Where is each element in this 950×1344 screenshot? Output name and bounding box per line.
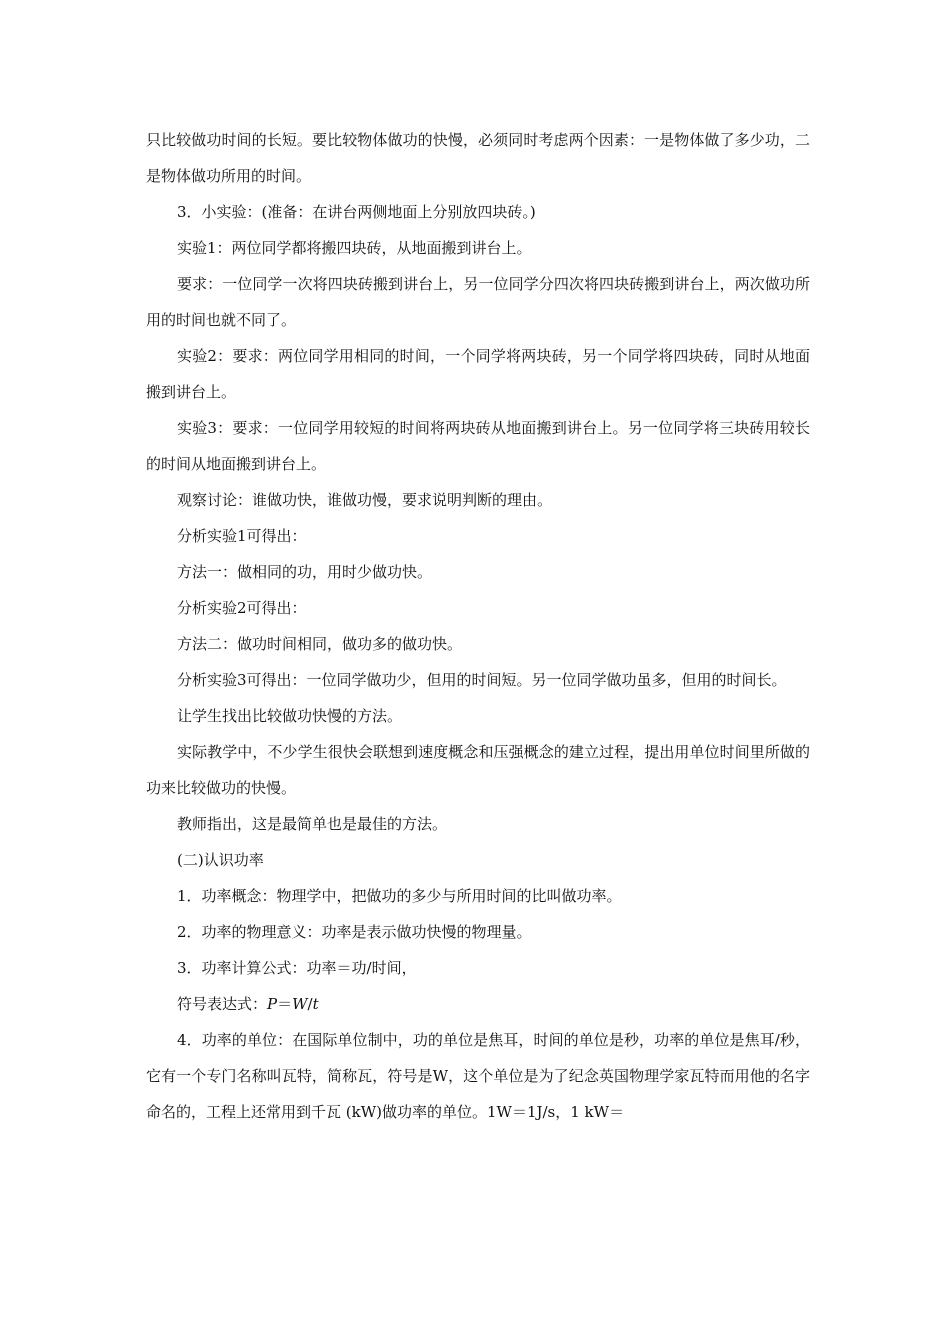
formula-slash: / — [307, 995, 313, 1013]
paragraph: 教师指出，这是最简单也是最佳的方法。 — [177, 815, 448, 833]
paragraph: 分析实验1可得出： — [177, 527, 307, 545]
paragraph: 方法一：做相同的功，用时少做功快。 — [177, 563, 433, 581]
paragraph: 只比较做功时间的长短。要比较物体做功的快慢，必须同时考虑两个因素：一是物体做了多少功，二是物体做功所用的时间。 — [146, 131, 810, 185]
paragraph: 分析实验3可得出：一位同学做功少，但用的时间短。另一位同学做功虽多，但用的时间长。 — [177, 671, 787, 689]
paragraph: 实验2：要求：两位同学用相同的时间，一个同学将两块砖，另一个同学将四块砖，同时从地面搬到讲台上。 — [146, 347, 810, 401]
formula-time-symbol: t — [312, 995, 319, 1013]
paragraph: 3．功率计算公式：功率＝功/时间， — [177, 959, 417, 977]
paragraph: 实验3：要求：一位同学用较短的时间将两块砖从地面搬到讲台上。另一位同学将三块砖用较长的时间从地面搬到讲台上。 — [146, 419, 810, 473]
document-body — [146, 122, 810, 1130]
paragraph: 观察讨论：谁做功快，谁做功慢，要求说明判断的理由。 — [177, 491, 553, 509]
section-heading: (二)认识功率 — [177, 851, 264, 869]
paragraph: 2．功率的物理意义：功率是表示做功快慢的物理量。 — [177, 923, 532, 941]
paragraph: 让学生找出比较做功快慢的方法。 — [177, 707, 403, 725]
paragraph: 3．小实验：(准备：在讲台两侧地面上分别放四块砖。) — [177, 203, 536, 221]
formula-power-symbol: P — [267, 995, 278, 1013]
paragraph: 实际教学中，不少学生很快会联想到速度概念和压强概念的建立过程，提出用单位时间里所做的功来比较做功的快慢。 — [146, 743, 810, 797]
formula-work-symbol: W — [292, 995, 308, 1013]
formula-prefix: 符号表达式： — [177, 995, 268, 1013]
paragraph: 4．功率的单位：在国际单位制中，功的单位是焦耳，时间的单位是秒，功率的单位是焦耳/秒，它有一个专门名称叫瓦特，简称瓦，符号是W，这个单位是为了纪念英国物理学家瓦特而用他的名字命名的，工程上还常用到千瓦 (kW)做功率的单位。1W＝1J/s，1 kW＝ — [146, 1031, 810, 1121]
paragraph: 要求：一位同学一次将四块砖搬到讲台上，另一位同学分四次将四块砖搬到讲台上，两次做功所用的时间也就不同了。 — [146, 275, 810, 329]
paragraph: 实验1：两位同学都将搬四块砖，从地面搬到讲台上。 — [177, 239, 532, 257]
formula-equals: ＝ — [277, 995, 293, 1013]
paragraph: 1．功率概念：物理学中，把做功的多少与所用时间的比叫做功率。 — [177, 887, 622, 905]
formula-paragraph — [146, 986, 810, 1022]
paragraph: 方法二：做功时间相同，做功多的做功快。 — [177, 635, 463, 653]
paragraph: 分析实验2可得出： — [177, 599, 307, 617]
